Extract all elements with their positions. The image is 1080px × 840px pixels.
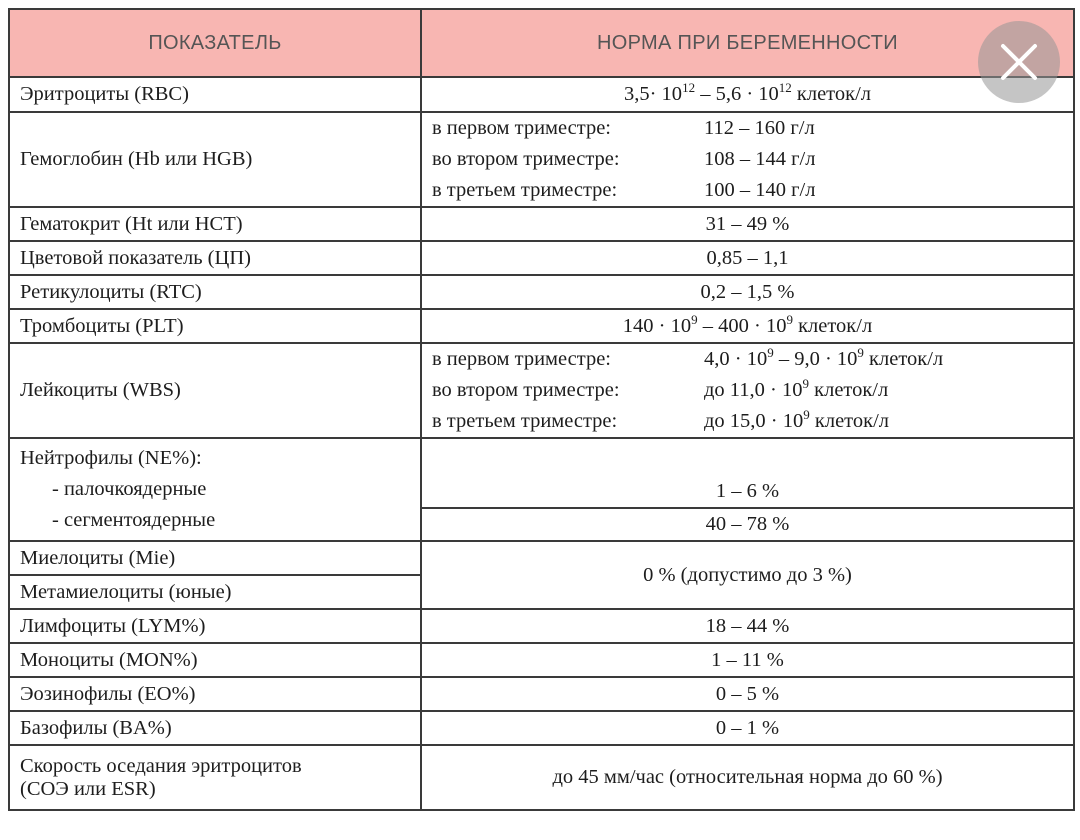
row-value-plt [421, 309, 1074, 343]
table-row [9, 241, 1074, 275]
row-name-rtc: Ретикулоциты (RTC) [9, 275, 421, 309]
row-value-esr: до 45 мм/час (относительная норма до 60 %) [421, 745, 1074, 810]
row-value-ba: 0 – 1 % [421, 711, 1074, 745]
row-name-metamie: Метамиелоциты (юные) [9, 575, 421, 609]
row-value-rtc: 0,2 – 1,5 % [421, 275, 1074, 309]
value-unit: клеток/л [809, 410, 890, 433]
row-value-mon: 1 – 11 % [421, 643, 1074, 677]
close-icon [999, 42, 1039, 82]
row-name-wbs: Лейкоциты (WBS) [9, 343, 421, 438]
row-name-ne [9, 438, 421, 541]
value-unit: клеток/л [791, 83, 872, 106]
table-row [9, 609, 1074, 643]
table-row [9, 275, 1074, 309]
ne-title: Нейтрофилы (NE%): [20, 447, 202, 470]
trimester-value [704, 345, 944, 371]
table-row [9, 207, 1074, 241]
row-name-cp: Цветовой показатель (ЦП) [9, 241, 421, 275]
trimester-line [432, 344, 1063, 375]
header-pregnancy-norm: НОРМА ПРИ БЕРЕМЕННОСТИ [421, 9, 1074, 77]
table-row [9, 438, 1074, 508]
close-button[interactable] [978, 21, 1060, 103]
row-value-eo: 0 – 5 % [421, 677, 1074, 711]
table-header-row [9, 9, 1074, 77]
trimester-value: 112 – 160 г/л [704, 117, 815, 140]
row-name-mie: Миелоциты (Mie) [9, 541, 421, 575]
value-exponent: 9 [786, 311, 793, 327]
row-name-plt: Тромбоциты (PLT) [9, 309, 421, 343]
trimester-label: в первом триместре: [432, 117, 611, 140]
table-row [9, 309, 1074, 343]
blood-norms-table [8, 8, 1075, 811]
value-part: до 11,0 · 10 [704, 379, 803, 402]
trimester-label: во втором триместре: [432, 379, 620, 402]
table-row [9, 677, 1074, 711]
table-row [9, 711, 1074, 745]
ne-sub-segmented: - сегментоядерные [52, 509, 216, 532]
row-name-mon: Моноциты (MON%) [9, 643, 421, 677]
row-name-ba: Базофилы (BA%) [9, 711, 421, 745]
ne-sub-band: - палочкоядерные [52, 478, 207, 501]
value-unit: клеток/л [809, 379, 889, 402]
row-value-cp: 0,85 – 1,1 [421, 241, 1074, 275]
row-value-hb [421, 112, 1074, 207]
value-exponent: 12 [778, 80, 792, 96]
row-name-eo: Эозинофилы (EO%) [9, 677, 421, 711]
value-exponent: 9 [691, 311, 698, 327]
trimester-label: в третьем триместре: [432, 410, 618, 433]
value-part: – 5,6 · 10 [695, 83, 779, 106]
value-exponent: 12 [682, 80, 696, 96]
value-part: до 15,0 · 10 [704, 410, 804, 433]
table-row [9, 745, 1074, 810]
trimester-value [704, 407, 890, 433]
trimester-value [704, 376, 889, 402]
trimester-line [432, 113, 1063, 144]
value-part: 3,5· 10 [623, 83, 683, 106]
esr-name-line1: Скорость оседания эритроцитов [20, 754, 302, 777]
trimester-line [432, 144, 1063, 175]
value-exponent: 9 [767, 345, 774, 361]
esr-name-line2: (СОЭ или ESR) [20, 777, 156, 800]
row-value-ne-segmented: 40 – 78 % [421, 508, 1074, 541]
value-exponent: 9 [803, 407, 810, 423]
trimester-label: в третьем триместре: [432, 179, 618, 202]
row-name-ht: Гематокрит (Ht или НСТ) [9, 207, 421, 241]
value-part: 4,0 · 10 [704, 348, 768, 371]
value-unit: клеток/л [863, 348, 944, 371]
row-name-esr [9, 745, 421, 810]
row-value-wbs [421, 343, 1074, 438]
row-value-rbc [421, 77, 1074, 112]
trimester-value: 100 – 140 г/л [704, 179, 816, 202]
row-name-hb: Гемоглобин (Hb или HGB) [9, 112, 421, 207]
value-exponent: 9 [802, 376, 809, 392]
trimester-label: во втором триместре: [432, 148, 620, 171]
row-value-mie: 0 % (допустимо до 3 %) [421, 541, 1074, 609]
value-part: 140 · 10 [622, 314, 692, 337]
trimester-value: 108 – 144 г/л [704, 148, 816, 171]
row-name-rbc: Эритроциты (RBC) [9, 77, 421, 112]
trimester-line [432, 406, 1063, 437]
table-row [9, 112, 1074, 207]
table-row [9, 541, 1074, 575]
table-row [9, 77, 1074, 112]
table-row [9, 643, 1074, 677]
value-unit: клеток/л [792, 314, 873, 337]
value-part: – 9,0 · 10 [773, 348, 858, 371]
row-value-ne-band: 1 – 6 % [421, 438, 1074, 508]
value-part: – 400 · 10 [697, 314, 787, 337]
trimester-line [432, 375, 1063, 406]
header-indicator: ПОКАЗАТЕЛЬ [9, 9, 421, 77]
row-name-lym: Лимфоциты (LYM%) [9, 609, 421, 643]
table-row [9, 343, 1074, 438]
row-value-ht: 31 – 49 % [421, 207, 1074, 241]
value-exponent: 9 [857, 345, 864, 361]
trimester-label: в первом триместре: [432, 348, 611, 371]
row-value-lym: 18 – 44 % [421, 609, 1074, 643]
trimester-line [432, 175, 1063, 206]
